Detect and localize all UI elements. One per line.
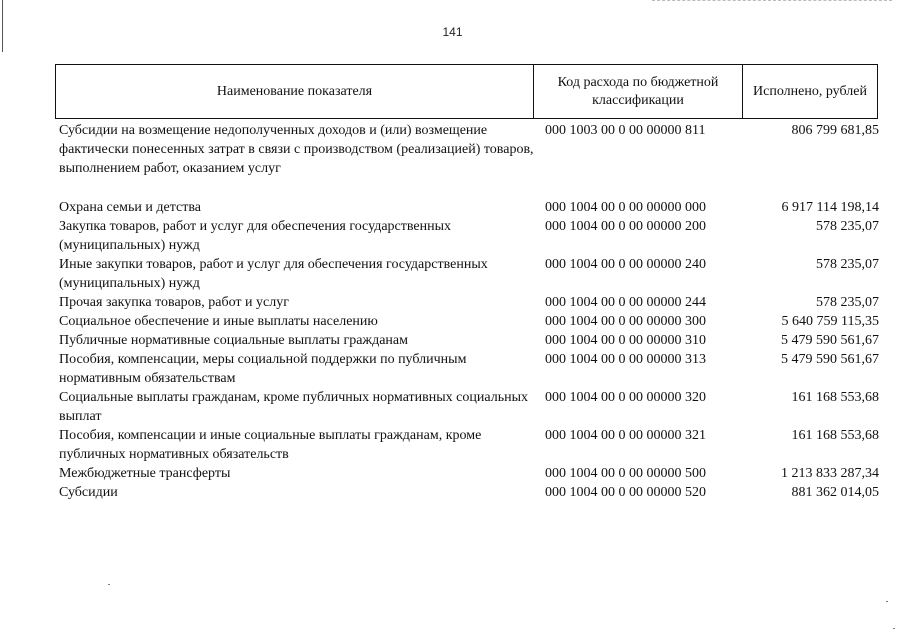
table-row [59,388,879,426]
row-code: 000 1004 00 0 00 00000 313 [545,352,706,367]
table-row [59,217,879,255]
row-code: 000 1004 00 0 00 00000 520 [545,485,706,500]
header-code-column: Код расхода по бюджетной классификации [534,65,743,118]
table-row [59,464,879,483]
scan-speck [886,601,888,602]
row-amount: 806 799 681,85 [791,123,879,138]
table-header [55,64,878,119]
row-code: 000 1004 00 0 00 00000 500 [545,466,706,481]
row-name: Иные закупки товаров, работ и услуг для обеспечения государственных (муниципальных) нужд [59,257,488,291]
row-amount: 5 479 590 561,67 [781,333,879,348]
row-code: 000 1003 00 0 00 00000 811 [545,123,706,138]
row-code: 000 1004 00 0 00 00000 240 [545,257,706,272]
row-name: Социальное обеспечение и иные выплаты населению [59,314,378,329]
scan-speck [893,628,895,629]
table-body [59,121,879,502]
scan-speck [108,584,110,585]
row-amount: 161 168 553,68 [791,428,879,443]
table-row [59,483,879,502]
row-name: Межбюджетные трансферты [59,466,231,481]
row-amount: 161 168 553,68 [791,390,879,405]
table-row [59,198,879,217]
row-name: Закупка товаров, работ и услуг для обеспечения государственных (муниципальных) нужд [59,219,452,253]
row-amount: 881 362 014,05 [791,485,879,500]
row-amount: 578 235,07 [816,257,879,272]
page-number: 141 [442,25,463,39]
top-scan-mark [652,0,892,2]
row-name: Пособия, компенсации и иные социальные выплаты гражданам, кроме публичных нормативных обязательств [59,428,482,462]
row-code: 000 1004 00 0 00 00000 310 [545,333,706,348]
row-name: Охрана семьи и детства [59,200,201,215]
table-row [59,350,879,388]
row-amount: 1 213 833 287,34 [781,466,879,481]
table-row [59,121,879,178]
header-amount-column: Исполнено, рублей [753,83,867,99]
table-row [59,426,879,464]
row-name: Социальные выплаты гражданам, кроме публичных нормативных социальных выплат [59,390,528,424]
row-code: 000 1004 00 0 00 00000 321 [545,428,706,443]
table-row [59,255,879,293]
row-code: 000 1004 00 0 00 00000 300 [545,314,706,329]
row-amount: 6 917 114 198,14 [781,200,879,215]
table-row [59,312,879,331]
row-name: Субсидии на возмещение недополученных доходов и (или) возмещение фактически понесенных затрат в связи с производством (реализацией) товаров, выполнением работ, оказанием услуг [59,123,534,176]
row-amount: 578 235,07 [816,295,879,310]
row-code: 000 1004 00 0 00 00000 244 [545,295,706,310]
row-name: Пособия, компенсации, меры социальной поддержки по публичным нормативным обязательствам [59,352,467,386]
row-name: Публичные нормативные социальные выплаты гражданам [59,333,408,348]
row-code: 000 1004 00 0 00 00000 320 [545,390,706,405]
row-amount: 578 235,07 [816,219,879,234]
row-name: Субсидии [59,485,118,500]
row-name: Прочая закупка товаров, работ и услуг [59,295,289,310]
row-amount: 5 640 759 115,35 [781,314,879,329]
row-code: 000 1004 00 0 00 00000 000 [545,200,706,215]
table-row [59,331,879,350]
header-name-column: Наименование показателя [56,65,534,118]
row-amount: 5 479 590 561,67 [781,352,879,367]
row-code: 000 1004 00 0 00 00000 200 [545,219,706,234]
table-row [59,293,879,312]
